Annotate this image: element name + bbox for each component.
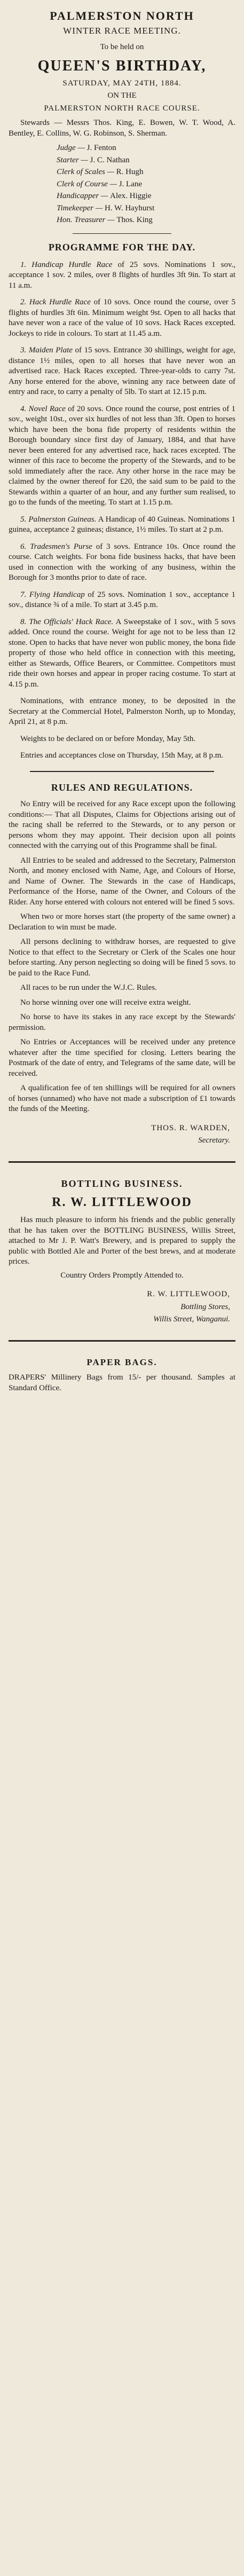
event-1: 1. Handicap Hurdle Race of 25 sovs. Nominations 1 sov., acceptance 1 sov. 2 miles, over 8 flights of hurdles 3ft 9in. To start at 11 a.m. [9, 260, 236, 290]
on-the-line: ON THE [107, 91, 137, 100]
paper-bags-advertisement [9, 1357, 235, 1393]
rule-item: No Entries or Acceptances will be received under any pretence whatever after the time specified for closing. Letters bearing the Postmark of the date of entry, and Telegrams of the same date, will be received. [9, 1038, 235, 1078]
officer-handicapper: Handicapper — Alex. Higgie [57, 192, 152, 201]
divider [73, 233, 171, 234]
rule-item: No horse to have its stakes in any race except by the Stewards' permission. [9, 1013, 235, 1032]
event-5: 5. Palmerston Guineas. A Handicap of 40 Guineas. Nominations 1 guinea, acceptance 2 guineas; distance, 1½ miles. To start at 2 p.m. [9, 515, 235, 534]
rule-item: When two or more horses start (the property of the same owner) a Declaration to win must be made. [9, 912, 235, 932]
venue-line: PALMERSTON NORTH RACE COURSE. [44, 104, 200, 113]
bottling-stores: Bottling Stores, [180, 1302, 230, 1311]
held-on-line: To be held on [100, 42, 144, 51]
weights-note: Weights to be declared on or before Monday, May 5th. [20, 734, 196, 743]
bottling-heading: BOTTLING BUSINESS. [61, 1178, 183, 1189]
rule-item: No Entry will be received for any Race except upon the following conditions:— That all Disputes, Claims for Objections arising out of the racing shall be referred to the Stewards, or to any person or persons whom they may appoint. Their decision upon all points connected with the carrying out of this Programme shall be final. [9, 800, 235, 850]
advertiser-name: R. W. LITTLEWOOD [52, 1195, 192, 1210]
event-7: 7. Flying Handicap of 25 sovs. Nomination 1 sov., acceptance 1 sov., distance ¾ of a mile. To start at 3.45 p.m. [9, 590, 236, 610]
paper-bags-heading: PAPER BAGS. [86, 1357, 158, 1367]
programme-heading: PROGRAMME FOR THE DAY. [48, 241, 196, 253]
bottling-advertisement [9, 1178, 235, 1325]
rule-item: A qualification fee of ten shillings will be required for all owners of horses (unnamed) who have not made a subscription of £1 towards the funds of the Meeting. [9, 1084, 235, 1114]
officer-clerk-of-course: Clerk of Course — J. Lane [57, 179, 143, 188]
bottling-signature: R. W. LITTLEWOOD, [147, 1290, 230, 1299]
officer-treasurer: Hon. Treasurer — Thos. King [57, 216, 153, 225]
section-divider [9, 1161, 235, 1163]
occasion-title: QUEEN'S BIRTHDAY, [37, 58, 207, 75]
bottling-address: Willis Street, Wanganui. [153, 1315, 230, 1324]
entries-close-note: Entries and acceptances close on Thursday, 15th May, at 8 p.m. [20, 751, 224, 760]
event-4: 4. Novel Race of 20 sovs. Once round the course, post entries of 1 sov., weight 10st., over six hurdles of not less than 3ft. Open to horses which have been the bona fide property of residents within the Borough boundary since first day of January, 1884, and that have never been entered for any advertised race, hack races excepted. The winner of this race to become the property of the Stewards, and to be sold immediately after the race. Any other horse in the race may be claimed by the owner thereof for £20, the said sum to be paid to the Stewards within a quarter of an hour, and any further sum realised, to go to the funds of the meeting. To start at 1.15 p.m. [9, 404, 236, 507]
rule-item: All Entries to be sealed and addressed to the Secretary, Palmerston North, and money enclosed with Name, Age, and Colours of Horse, and Name of Owner. The Stewards in the case of Handicaps, Performance of the Horse, name of the Owner, and Colours of the Rider. Any horse entered with colours not entered will be fined 5 sovs. [9, 856, 235, 907]
divider [30, 771, 214, 772]
rule-item: All races to be run under the W.J.C. Rules. [20, 983, 157, 992]
country-orders: Country Orders Promptly Attended to. [60, 1271, 184, 1280]
bottling-text: Has much pleasure to inform his friends and the public generally that he has taken over the BOTTLING BUSINESS, Willis Street, attached to Mr J. P. Watt's Brewery, and is prepared to supply the public with Bottled Ale and Porter of the best brews, and at moderate prices. [9, 1216, 235, 1266]
officer-judge: Judge — J. Fenton [57, 144, 116, 153]
officer-starter: Starter — J. C. Nathan [57, 155, 130, 164]
paper-bags-text: DRAPERS' Millinery Bags from 15/- per thousand. Samples at Standard Office. [9, 1373, 235, 1392]
rule-item: All persons declining to withdraw horses, are requested to give Notice to that effect to the Secretary or Clerk of the Scales one hour before starting. Any person neglecting so doing will be fined 5 sovs. to be paid to the Race Fund. [9, 938, 235, 978]
masthead: PALMERSTON NORTH [50, 9, 194, 22]
nominations-note: Nominations, with entrance money, to be deposited in the Secretary at the Commercial Hotel, Palmerston North, up to Monday, April 21, at 8 p.m. [9, 697, 235, 727]
notice-subtitle: WINTER RACE MEETING. [63, 25, 181, 36]
programme-events [9, 260, 235, 761]
event-3: 3. Maiden Plate of 15 sovs. Entrance 30 shillings, weight for age, distance 1½ miles, open to all horses that have never won an advertised race. Hack Races excepted. Three-year-olds to carry 7st. Any horse entered for the above, winning any race between date of entry and race, to carry a penalty of 5lb. To start at 12.15 p.m. [9, 346, 235, 397]
race-meeting-notice [9, 9, 235, 1146]
officers-list [9, 143, 235, 226]
event-2: 2. Hack Hurdle Race of 10 sovs. Once round the course, over 5 flights of hurdles 3ft 6in. Minimum weight 9st. Open to all hacks that have never won a race of the value of 10 sovs. Hack Races excepted. Jockeys to ride in colours. To start at 11.45 a.m. [9, 298, 235, 338]
secretary-role: Secretary. [198, 1136, 230, 1145]
event-8: 8. The Officials' Hack Race. A Sweepstake of 1 sov., with 5 sovs added. Once round the course. Weight for age not to be less than 12 stone. Open to hacks that have never won public money, the bona fide property of those who held office in connection with this meeting, either as Stewards, Office Bearers, or Committee. Competitors must ride their own horses and appear in proper racing costume. To start at 4.15 p.m. [9, 617, 235, 689]
secretary-name: THOS. R. WARDEN, [151, 1123, 230, 1132]
event-6: 6. Tradesmen's Purse of 3 sovs. Entrance 10s. Once round the course. Catch weights. For bona fide business hacks, that have been used in connection with the working of any business, within the Borough for 3 months prior to date of race. [9, 542, 235, 582]
officer-timekeeper: Timekeeper — H. W. Hayhurst [57, 203, 155, 212]
section-divider [9, 1340, 235, 1342]
rule-item: No horse winning over one will receive extra weight. [20, 998, 191, 1007]
rules-list [9, 799, 235, 1115]
officer-clerk-of-scales: Clerk of Scales — R. Hugh [57, 168, 144, 177]
date-line: SATURDAY, MAY 24TH, 1884. [62, 78, 182, 88]
stewards-list: Stewards — Messrs Thos. King, E. Bowen, W. T. Wood, A. Bentley, E. Collins, W. G. Robinson, S. Sherman. [9, 119, 235, 138]
rules-heading: RULES AND REGULATIONS. [51, 782, 193, 793]
